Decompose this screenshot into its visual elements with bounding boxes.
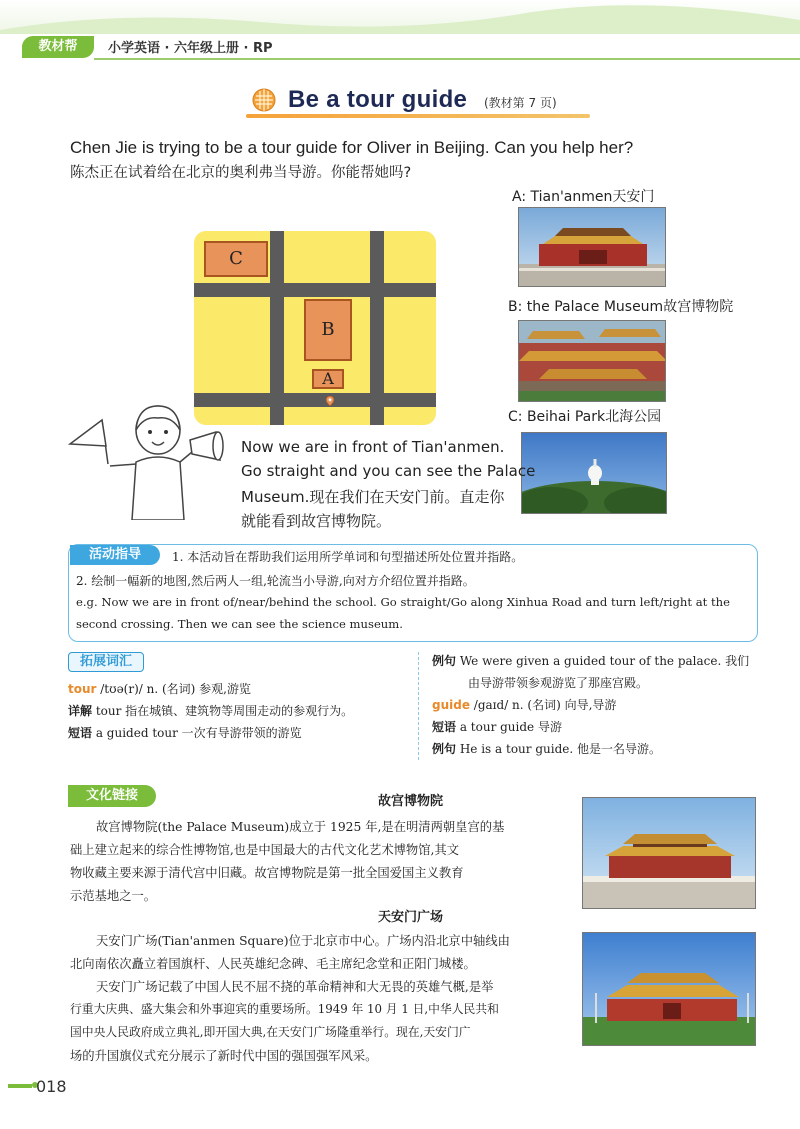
section-title: [246, 88, 590, 120]
square-paragraph-line: 行重大庆典、盛大集会和外事迎宾的重要场所。1949 年 10 月 1 日,中华人民共和: [70, 1002, 499, 1016]
map-building-b: B: [304, 299, 352, 361]
square-paragraph-line: 天安门广场(Tian'anmen Square)位于北京市中心。广场内沿北京中轴线由: [96, 934, 510, 948]
map-building-a: A: [312, 369, 344, 389]
tiananmen-square-heading: 天安门广场: [378, 910, 444, 925]
waffle-ball-icon: [252, 88, 276, 112]
header-brand-tag: 教材帮: [22, 36, 94, 58]
activity-line-2: 2. 绘制一幅新的地图,然后两人一组,轮流当小导游,向对方介绍位置并指路。: [76, 574, 475, 588]
intro-english: Chen Jie is trying to be a tour guide for Oliver in Beijing. Can you help her?: [70, 138, 634, 157]
detail-text: tour 指在城镇、建筑物等周围走动的参观行为。: [92, 704, 354, 718]
photo-palace-hall: [582, 797, 756, 909]
photo-tiananmen: [518, 207, 666, 287]
palace-paragraph-line: 物收藏主要来源于清代宫中旧藏。故宫博物院是第一批全国爱国主义教育: [70, 866, 464, 880]
vocab-example-1-translation: 由导游带领参观游览了那座宫殿。: [468, 676, 649, 690]
vocab-guide-definition: /gaɪd/ n. (名词) 向导,导游: [469, 698, 617, 712]
page-number: 018: [36, 1077, 67, 1096]
vocab-tour-entry: [68, 680, 251, 697]
activity-line-1: 1. 本活动旨在帮助我们运用所学单词和句型描述所处位置并指路。: [172, 550, 524, 564]
palace-museum-heading: 故宫博物院: [378, 794, 444, 809]
section-title-text: Be a tour guide: [288, 86, 468, 113]
girl-tour-guide-illustration: [66, 400, 242, 520]
photo-tiananmen-gate: [582, 932, 756, 1046]
vocab-word-guide: guide: [432, 698, 470, 712]
square-paragraph-line: 北向南依次矗立着国旗杆、人民英雄纪念碑、毛主席纪念堂和正阳门城楼。: [70, 957, 476, 971]
square-paragraph-line: 国中央人民政府成立典礼,即开国大典,在天安门广场隆重举行。现在,天安门广: [70, 1025, 471, 1039]
palace-paragraph-line: 示范基地之一。: [70, 889, 157, 903]
vocab-guide-entry: [432, 696, 616, 713]
vocab-tour-definition: /tʊə(r)/ n. (名词) 参观,游览: [96, 682, 251, 696]
map-building-c: C: [204, 241, 268, 277]
activity-line-4: second crossing. Then we can see the science museum.: [76, 617, 403, 631]
top-decoration-strip: [0, 0, 800, 34]
top-wave-decoration: [0, 0, 800, 34]
place-label-c: C: Beihai Park北海公园: [508, 409, 662, 425]
beihai-park-photo-image: [522, 433, 667, 514]
vocab-column-divider: [418, 652, 419, 760]
photo-palace-museum: [518, 320, 666, 402]
culture-link-tag: 文化链接: [68, 785, 156, 807]
example-keyword: 例句: [432, 654, 457, 668]
location-pin-icon: [326, 396, 334, 406]
footer-dash: [8, 1084, 32, 1088]
vocab-tour-detail: [68, 702, 353, 719]
tiananmen-gate-photo-image: [583, 933, 756, 1046]
phrase-keyword: 短语: [432, 720, 457, 734]
speech-line-2: Go straight and you can see the Palace: [241, 462, 536, 480]
example-1-text: We were given a guided tour of the palace. 我们: [456, 654, 750, 668]
vocab-tour-phrase: [68, 724, 302, 741]
header-subtitle: 小学英语 · 六年级上册 · RP: [108, 41, 273, 56]
tiananmen-photo-image: [519, 208, 666, 287]
palace-hall-photo-image: [583, 798, 756, 909]
vocab-guide-phrase: [432, 718, 562, 735]
header-divider: [94, 58, 800, 60]
activity-guide-tag: 活动指导: [70, 545, 160, 565]
place-label-a: A: Tian'anmen天安门: [512, 189, 655, 205]
activity-line-3: e.g. Now we are in front of/near/behind the school. Go straight/Go along Xinhua Road and turn left/right at the: [76, 595, 730, 609]
vocab-word-tour: tour: [68, 682, 97, 696]
palace-museum-photo-image: [519, 321, 666, 402]
photo-beihai-park: [521, 432, 667, 514]
speech-line-1: Now we are in front of Tian'anmen.: [241, 438, 505, 456]
square-paragraph-line: 天安门广场记载了中国人民不屈不挠的革命精神和大无畏的英雄气概,是举: [96, 980, 494, 994]
header-bar: [0, 34, 800, 60]
phrase-text: a tour guide 导游: [456, 720, 562, 734]
palace-paragraph-line: 故宫博物院(the Palace Museum)成立于 1925 年,是在明清两朝皇宫的基: [96, 820, 505, 834]
vocab-example-2: [432, 740, 661, 757]
detail-keyword: 详解: [68, 704, 93, 718]
intro-chinese: 陈杰正在试着给在北京的奥利弗当导游。你能帮她吗?: [70, 165, 412, 181]
place-label-b: B: the Palace Museum故宫博物院: [508, 299, 734, 315]
phrase-keyword: 短语: [68, 726, 93, 740]
map-road-vertical-right: [370, 231, 384, 425]
vocab-example-1: [432, 652, 749, 669]
palace-paragraph-line: 础上建立起来的综合性博物馆,也是中国最大的古代文化艺术博物馆,其文: [70, 843, 460, 857]
route-map: [194, 231, 436, 425]
map-road-vertical-left: [270, 231, 284, 425]
map-road-horizontal-top: [194, 283, 436, 297]
speech-line-4: 就能看到故宫博物院。: [241, 512, 392, 530]
extended-vocabulary-tag: 拓展词汇: [68, 652, 144, 672]
square-paragraph-line: 场的升国旗仪式充分展示了新时代中国的强国强军风采。: [70, 1049, 378, 1063]
textbook-page-note: (教材第 7 页): [484, 96, 557, 110]
phrase-text: a guided tour 一次有导游带领的游览: [92, 726, 302, 740]
title-underline: [246, 114, 590, 118]
speech-line-3: Museum.现在我们在天安门前。直走你: [241, 488, 505, 506]
example-2-text: He is a tour guide. 他是一名导游。: [456, 742, 661, 756]
example-keyword: 例句: [432, 742, 457, 756]
